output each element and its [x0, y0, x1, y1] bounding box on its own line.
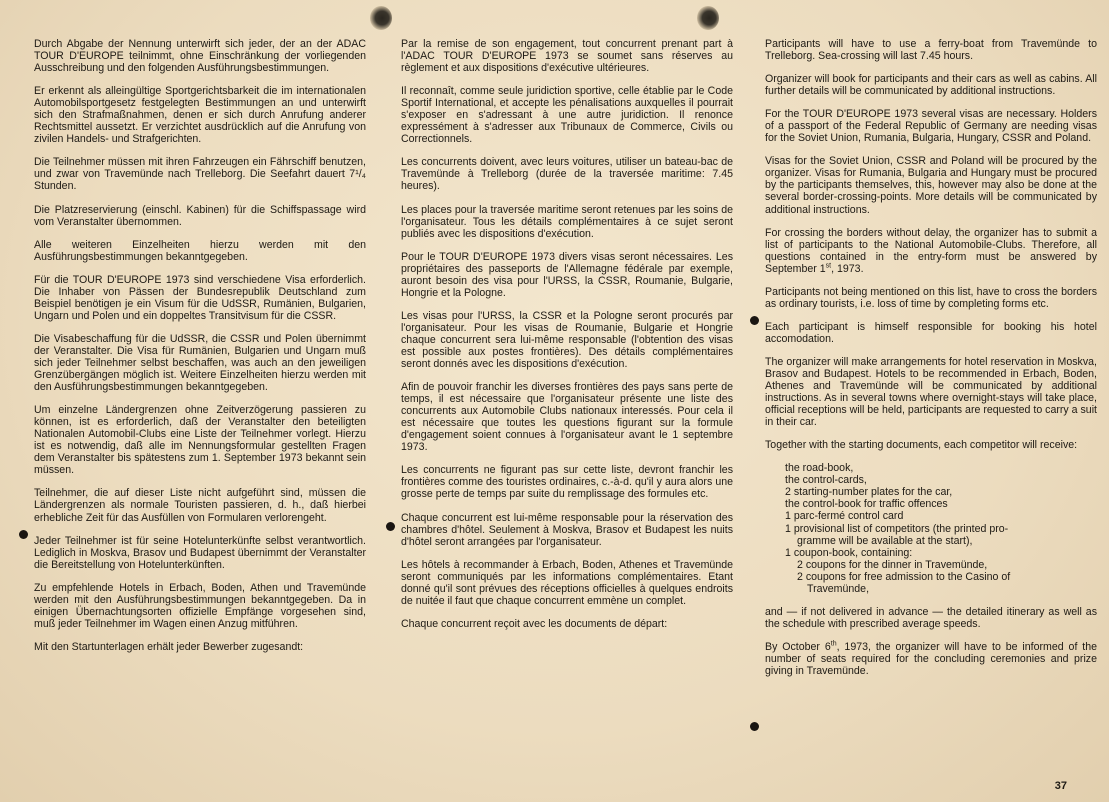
documents-list [765, 462, 1097, 595]
en-paragraph: Each participant is himself responsible for booking his hotel accomodation. [765, 320, 1097, 345]
list-item: 2 coupons for the dinner in Travemünde, [797, 558, 988, 571]
de-paragraph: Die Platzreservierung (einschl. Kabinen) für die Schiffspassage wird vom Veranstalter übernommen. [34, 203, 366, 228]
list-item: 1 coupon-book, containing: [785, 546, 913, 559]
english-column [765, 38, 1097, 688]
list-item: 1 parc-fermé control card [785, 510, 904, 523]
de-paragraph: Die Teilnehmer müssen mit ihren Fahrzeugen ein Fährschiff benutzen, und zwar von Travemünde nach Trelleborg. Die Seefahrt dauert 7¹/₄ Stunden. [34, 156, 366, 193]
french-column [401, 38, 733, 641]
en-text: , 1973. [831, 262, 864, 275]
en-text: By October 6 [765, 640, 831, 653]
en-paragraph: The organizer will make arrangements for hotel reservation in Moskva, Brasov and Budapest. Hotels to be recommended in Erbach, Boden, Athenes and Travemünde will be communicated by additional instructions. As in several towns where overnight-stays will take place, official receptions will be held, participants are requested to carry a suit in their car. [765, 355, 1097, 429]
en-paragraph: For the TOUR D'EUROPE 1973 several visas are necessary. Holders of a passport of the Federal Republic of Germany are needing visas for the Soviet Union, Rumania, Bulgaria, Hungary, CSSR and Poland. [765, 108, 1097, 145]
ordinal-suffix: th [830, 640, 837, 648]
fr-paragraph: Chaque concurrent reçoit avec les documents de départ: [401, 617, 668, 630]
fr-paragraph: Par la remise de son engagement, tout concurrent prenant part à l'ADAC TOUR D'EUROPE 1973 se soumet sans réserves au règlement et aux dispositions d'exécutive ultérieures. [401, 38, 733, 75]
list-item: 1 provisional list of competitors (the printed pro- [785, 522, 1009, 535]
de-paragraph: Alle weiteren Einzelheiten hierzu werden mit den Ausführungsbestimmungen bekanntgegeben. [34, 238, 366, 263]
de-paragraph: Mit den Startunterlagen erhält jeder Bewerber zugesandt: [34, 640, 304, 653]
de-paragraph: Zu empfehlende Hotels in Erbach, Boden, Athen und Travemünde werden mit den Ausführungsbestimmungen bekanntgegeben. Da in einigen Übernachtungsorten offizielle Empfänge vorgesehen sind, muß jeder Teilnehmer im Wagen einen Anzug mitführen. [34, 581, 366, 630]
list-item: 2 starting-number plates for the car, [785, 486, 953, 499]
ordinal-suffix: st [825, 262, 832, 270]
fr-paragraph: Les visas pour l'URSS, la CSSR et la Pologne seront procurés par l'organisateur. Pour les visas de Roumanie, Bulgarie et Hongrie chaque concurrent sera lui-même responsable (l'obtention des visas est possible aux postes frontières). Des détails complémentaires seront donnés avec les dispositions d'exécution. [401, 309, 733, 371]
list-item: gramme will be available at the start), [797, 534, 973, 547]
de-paragraph: Um einzelne Ländergrenzen ohne Zeitverzögerung passieren zu können, ist es erforderlich, daß der Veranstalter den beteiligten Nationalen Automobil-Clubs eine Liste der Teilnehmer vorlegt. Hierzu ist es notwendig, daß alle im Nennungsformular gestellten Fragen dem Veranstalter bis spätestens zum 1. September 1973 bekannt sein müssen. [34, 404, 366, 477]
page-number: 37 [1054, 780, 1067, 792]
fr-paragraph: Il reconnaît, comme seule juridiction sportive, celle établie par le Code Sportif International, et accepte les pénalisations auxquelles il pourrait s'exposer en s'adressant à une autre juridiction. Il renonce expressément à s'adresser aux Tribunaux de Commerce, Civils ou Correctionnels. [401, 85, 733, 146]
punch-hole [697, 6, 719, 30]
list-item: the road-book, [785, 462, 854, 475]
list-item: the control-book for traffic offences [785, 498, 948, 511]
fr-paragraph: Pour le TOUR D'EUROPE 1973 divers visas seront nécessaires. Les propriétaires des passeports de l'Allemagne fédérale par exemple, auront besoin des visa pour l'URSS, la CSSR, Roumanie, Bulgarie, Hongrie et la Pologne. [401, 250, 733, 299]
fr-paragraph: Les concurrents doivent, avec leurs voitures, utiliser un bateau-bac de Travemünde à Trelleborg (durée de la traversée maritime: 7.45 heures). [401, 156, 733, 193]
fr-paragraph: Les concurrents ne figurant pas sur cette liste, devront franchir les frontières comme des touristes ordinaires, c.-à-d. qu'il y aura alors une grosse perte de temps par suite du remplissage des formules etc. [401, 464, 733, 501]
fr-paragraph: Afin de pouvoir franchir les diverses frontières des pays sans perte de temps, il est nécessaire que l'organisateur présente une liste des concurrents aux Automobile Clubs nationaux interessés. Pour cela il est nécessaire que toutes les questions figurant sur la formule d'engagement soient connues à l'organisateur avant le 1 septembre 1973. [401, 381, 733, 454]
en-paragraph: Organizer will book for participants and their cars as well as cabins. All further details will be communicated by additional instructions. [765, 73, 1097, 98]
list-item: 2 coupons for free admission to the Casino of [797, 570, 1011, 583]
en-paragraph: Participants will have to use a ferry-boat from Travemünde to Trelleborg. Sea-crossing will last 7.45 hours. [765, 38, 1097, 63]
en-paragraph: and — if not delivered in advance — the detailed itinerary as well as the schedule with prescribed average speeds. [765, 605, 1097, 630]
en-paragraph: Together with the starting documents, each competitor will receive: [765, 439, 1078, 452]
fr-paragraph: Chaque concurrent est lui-même responsable pour la réservation des chambres d'hôtel. Seulement à Moskva, Brasov et Budapest les nuits d'hôtel seront arrangées par l'organisateur. [401, 511, 733, 548]
en-text: For crossing the borders without delay, the organizer has to submit a list of participants to the National Automobile-Clubs. Therefore, all questions contained in the entry-form must be answered by September 1 [765, 226, 1097, 275]
punch-hole [370, 6, 392, 30]
de-paragraph: Teilnehmer, die auf dieser Liste nicht aufgeführt sind, müssen die Ländergrenzen als normale Touristen passieren, d. h., daß hierbei erhebliche Zeit für das Ausfüllen von Formularen verlorengeht. [34, 487, 366, 524]
en-paragraph [765, 641, 1097, 677]
margin-bullet [386, 522, 395, 531]
de-paragraph: Für die TOUR D'EUROPE 1973 sind verschiedene Visa erforderlich. Die Inhaber von Pässen der Bundesrepublik Deutschland zum Beispiel benötigen je ein Visum für die UdSSR, Rumänien, Bulgarien, Ungarn und Polen und ein doppeltes Transitvisum für die CSSR. [34, 273, 366, 322]
margin-bullet [750, 722, 759, 731]
en-paragraph: Participants not being mentioned on this list, have to cross the borders as ordinary tourists, i.e. loss of time by completing forms etc. [765, 285, 1097, 310]
german-column [34, 38, 366, 664]
de-paragraph: Jeder Teilnehmer ist für seine Hotelunterkünfte selbst verantwortlich. Lediglich in Moskva, Brasov und Budapest übernimmt der Veranstalter die Bereitstellung von Hotelunterkünften. [34, 534, 366, 571]
margin-bullet [750, 316, 759, 325]
list-item: Travemünde, [807, 582, 870, 595]
en-text: , 1973, the organizer will have to be informed of the number of seats required for the concluding ceremonies and prize giving in Travemünde. [765, 640, 1098, 677]
de-paragraph: Er erkennt als alleingültige Sportgerichtsbarkeit die im internationalen Automobilsportgesetz festgelegten Bestimmungen an und unterwirft sich den Strafmaßnahmen, denen er sich durch Anrufung anderer Rechtsmittel aussetzt. Er verzichtet ausdrücklich auf die Anrufung von zivilen Handels- und Strafgerichten. [34, 85, 366, 146]
margin-bullet [19, 530, 28, 539]
en-paragraph: Visas for the Soviet Union, CSSR and Poland will be procured by the organizer. Visas for Rumania, Bulgaria and Hungary must be procured by the participants themselves, this, however may also be done at the several border-crossing-points. More details will be communicated by additional instructions. [765, 155, 1097, 216]
fr-paragraph: Les places pour la traversée maritime seront retenues par les soins de l'organisateur. Tous les détails complémentaires à ce sujet seront publiés avec les dispositions d'exécution. [401, 203, 733, 240]
de-paragraph: Durch Abgabe der Nennung unterwirft sich jeder, der an der ADAC TOUR D'EUROPE teilnimmt, ohne Einschränkung der vorliegenden Ausschreibung und den folgenden Ausführungsbestimmungen. [34, 38, 366, 75]
list-item: the control-cards, [785, 474, 867, 487]
fr-paragraph: Les hôtels à recommander à Erbach, Boden, Athenes et Travemünde seront communiqués par les informations complémentaires. Etant donné qu'il sont prévues des réceptions officielles à quelques endroits de nuitée il faut que chaque concurrent emmène un complet. [401, 558, 733, 607]
en-paragraph [765, 227, 1097, 275]
de-paragraph: Die Visabeschaffung für die UdSSR, die CSSR und Polen übernimmt der Veranstalter. Die Visa für Rumänien, Bulgarien und Ungarn muß sich jeder Teilnehmer selbst beschaffen, was auch an den jeweiligen Grenzübergängen möglich ist. Weitere Einzelheiten hierzu werden mit den Ausführungsbestimmungen bekanntgegeben. [34, 332, 366, 394]
